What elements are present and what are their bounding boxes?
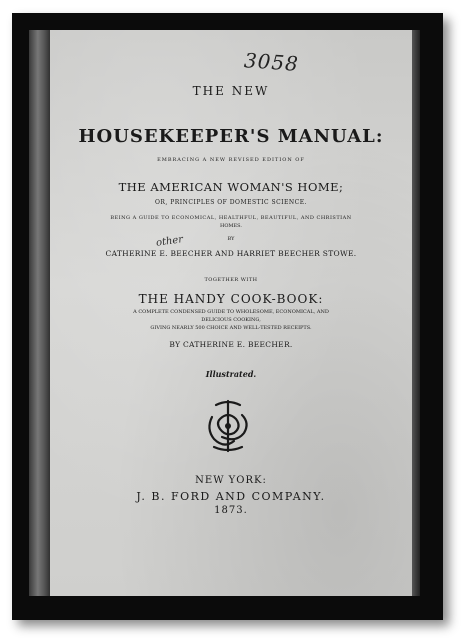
title-the-new: THE NEW [192,84,270,98]
together-with-line: TOGETHER WITH [204,277,258,283]
cookbook-desc-line-2: DELICIOUS COOKING, [201,317,261,323]
imprint-city: NEW YORK: [195,475,267,486]
embracing-line: EMBRACING A NEW REVISED EDITION OF [157,157,305,163]
subtitle-principles: OR, PRINCIPLES OF DOMESTIC SCIENCE. [154,199,308,206]
imprint-year: 1873. [214,505,248,516]
page-right-edge [412,30,420,596]
guide-line-1: BEING A GUIDE TO ECONOMICAL, HEALTHFUL, BEAUTIFUL, AND CHRISTIAN [110,215,352,221]
book-binding-edge [29,30,51,596]
imprint-publisher: J. B. FORD AND COMPANY. [136,490,326,503]
cookbook-desc-line-3: GIVING NEARLY 500 CHOICE AND WELL-TESTED RECEIPTS. [150,325,312,331]
handwritten-catalog-number: 3058 [243,48,300,76]
cookbook-author: BY CATHERINE E. BEECHER. [169,340,293,349]
guide-line-2: HOMES. [219,223,243,229]
cookbook-desc-line-1: A COMPLETE CONDENSED GUIDE TO WHOLESOME, ECONOMICAL, AND [133,309,329,315]
title-page [50,30,412,596]
publisher-monogram-icon [202,397,254,455]
subtitle-american-home: THE AMERICAN WOMAN'S HOME; [118,180,344,194]
cookbook-title: THE HANDY COOK-BOOK: [138,292,324,306]
authors-line: CATHERINE E. BEECHER AND HARRIET BEECHER STOWE. [105,249,357,258]
illustrated-label: Illustrated. [205,369,257,379]
by-line: BY [227,236,235,242]
main-title: HOUSEKEEPER'S MANUAL: [78,126,384,147]
handwritten-annotation: other [155,234,184,249]
